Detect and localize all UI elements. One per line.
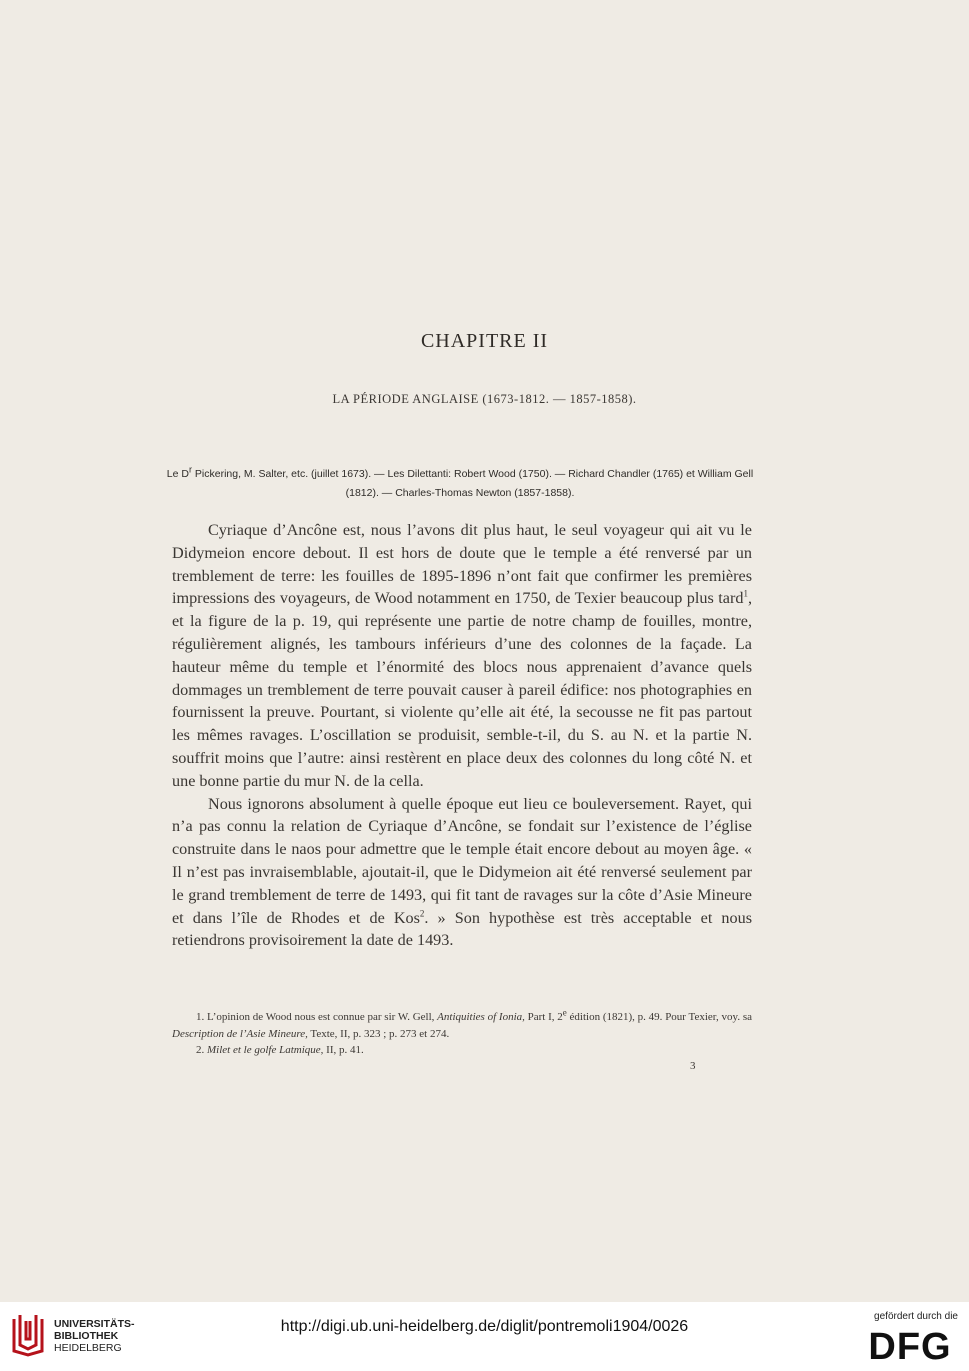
- chapter-subtitle: LA PÉRIODE ANGLAISE (1673-1812. — 1857-1858).: [332, 392, 637, 406]
- footnote-1-text-b: Part I, 2: [524, 1011, 563, 1023]
- viewer-footer: [0, 1302, 969, 1371]
- paragraph-2: [172, 793, 752, 953]
- footnote-2-text-a: 2.: [196, 1044, 207, 1056]
- footnote-2: [172, 1042, 752, 1059]
- footnote-1-sup: e: [562, 1007, 567, 1018]
- summary-text-rest: Pickering, M. Salter, etc. (juillet 1673). — Les Dilettanti: Robert Wood (1750). — Richard Chandler (1765) et William Gell (1812). — Charles-Thomas Newton (1857-1858).: [191, 468, 754, 499]
- footnote-2-text-b: II, p. 41.: [323, 1044, 364, 1056]
- paragraph-2-part-b: . » Son hypothèse est très acceptable et nous retiendrons provisoirement la date de 1493.: [172, 908, 752, 950]
- footnote-1-title-1: Antiquities of Ionia,: [437, 1011, 525, 1023]
- chapter-title: CHAPITRE II: [420, 330, 549, 352]
- footnote-1-title-2: Description de l’Asie Mineure,: [172, 1027, 308, 1040]
- chapter-summary: [160, 465, 760, 503]
- dfg-logo-text: DFG: [868, 1327, 952, 1363]
- library-line-1: UNIVERSITÄTS-: [54, 1318, 135, 1330]
- summary-superscript: r: [188, 464, 192, 475]
- paragraph-2-part-a: Nous ignorons absolument à quelle époque eut lieu ce bouleversement. Rayet, qui n’a pas connu la relation de Cyriaque d’Ancône, se fondait sur l’existence de l’église construite dans le naos pour admettre que le temple était encore debout au moyen âge. « Il n’est pas invraisemblable, ajoutait-il, que le Didymeion ait été renversé seulement par le grand tremblement de terre de 1493, qui fit tant de ravages sur la côte d’Asie Mineure et dans l’île de Rhodes et de Kos: [172, 794, 752, 927]
- footnotes: [172, 1009, 752, 1059]
- footnote-1-text-a: 1. L’opinion de Wood nous est connue par sir W. Gell,: [196, 1011, 438, 1023]
- summary-text-start: Le D: [166, 468, 189, 480]
- footnote-ref-1: 1: [743, 589, 748, 599]
- library-line-2: BIBLIOTHEK: [54, 1330, 119, 1342]
- dfg-caption: gefördert durch die: [874, 1311, 958, 1322]
- footnote-1: [172, 1009, 752, 1042]
- body-text: [172, 519, 752, 952]
- paragraph-1-part-a: Cyriaque d’Ancône est, nous l’avons dit plus haut, le seul voyageur qui ait vu le Didymeion encore debout. Il est hors de doute que le temple a été renversé par un tremblement de terre: les fouilles de 1895-1896 n’ont fait que confirmer les premières impressions des voyageurs, de Wood notamment en 1750, de Texier beaucoup plus tard: [172, 521, 752, 608]
- page-number: 3: [690, 1060, 696, 1072]
- footnote-ref-2: 2: [419, 908, 425, 919]
- permalink-url[interactable]: http://digi.ub.uni-heidelberg.de/diglit/pontremoli1904/0026: [280, 1318, 689, 1335]
- footnote-1-text-d: Texte, II, p. 323 ; p. 273 et 274.: [307, 1027, 450, 1040]
- paragraph-1-part-b: , et la figure de la p. 19, qui représente une partie de notre champ de fouilles, montre, régulièrement alignés, les tambours inférieurs d’une des colonnes de la façade. La hauteur même du temple et l’énormité des blocs nous apprenaient d’avance quels dommages un tremblement de terre pouvait causer à pareil édifice: nos photographies en fournissent la preuve. Pourtant, si violente qu’elle ait été, la secousse ne fit pas partout les mêmes ravages. L’oscillation se produisit, semble-t-il, du S. au N. et la partie N. souffrit moins que l’autre: ainsi restèrent en place deux des colonnes du long côté N. et une bonne partie du mur N. de la cella.: [172, 589, 752, 790]
- footnote-1-text-c: édition (1821), p. 49. Pour Texier, voy. sa: [566, 1011, 752, 1023]
- footnote-2-title: Milet et le golfe Latmique,: [207, 1044, 324, 1056]
- paragraph-1: [172, 519, 752, 793]
- dfg-logo-icon[interactable]: [862, 1327, 958, 1363]
- library-line-3: HEIDELBERG: [54, 1342, 122, 1354]
